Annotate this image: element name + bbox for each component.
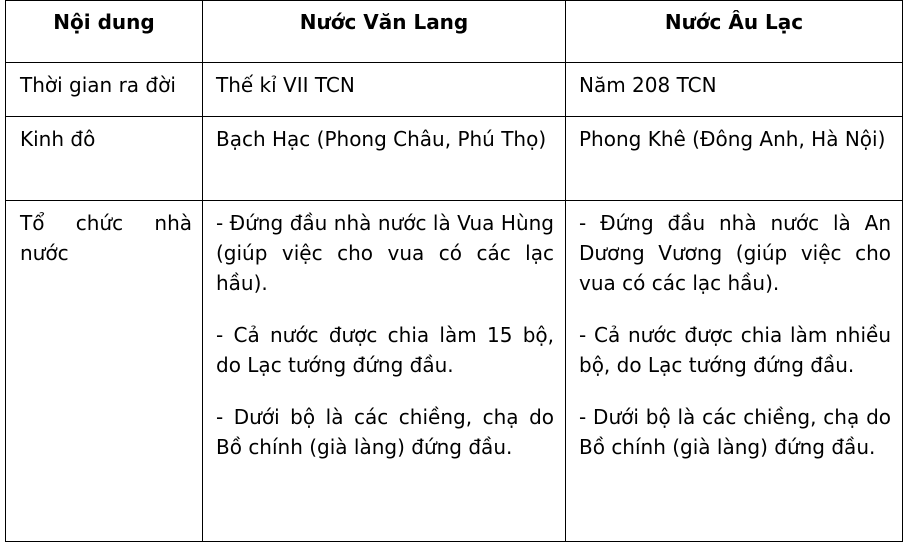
- list-item: - Đứng đầu nhà nước là An Dương Vương (giúp việc cho vua có các lạc hầu).: [579, 211, 891, 295]
- au-lac-capital: Phong Khê (Đông Anh, Hà Nội): [579, 127, 886, 151]
- row-label: Thời gian ra đời: [20, 73, 176, 97]
- van-lang-cell: [203, 201, 566, 542]
- list-item: - Dưới bộ là các chiềng, chạ do Bồ chính (già làng) đứng đầu.: [216, 405, 554, 459]
- header-au-lac-label: Nước Âu Lạc: [664, 10, 804, 34]
- van-lang-organization: [203, 201, 565, 462]
- list-item: - Cả nước được chia làm 15 bộ, do Lạc tướng đứng đầu.: [216, 323, 554, 377]
- list-item: - Cả nước được chia làm nhiều bộ, do Lạc tướng đứng đầu.: [579, 323, 891, 377]
- table-row-state-organization: [6, 201, 903, 542]
- row-label-cell: [6, 117, 203, 201]
- comparison-table: [5, 0, 903, 542]
- table-header-row: [6, 1, 903, 63]
- header-au-lac: [566, 1, 903, 63]
- au-lac-cell: [566, 63, 903, 117]
- header-van-lang: [203, 1, 566, 63]
- table-row-capital: [6, 117, 903, 201]
- au-lac-founding-time: Năm 208 TCN: [579, 73, 717, 97]
- list-item: - Đứng đầu nhà nước là Vua Hùng (giúp việc cho vua có các lạc hầu).: [216, 211, 554, 295]
- van-lang-capital: Bạch Hạc (Phong Châu, Phú Thọ): [216, 127, 547, 151]
- header-van-lang-label: Nước Văn Lang: [299, 10, 469, 34]
- van-lang-cell: [203, 117, 566, 201]
- header-content: [6, 1, 203, 63]
- van-lang-cell: [203, 63, 566, 117]
- au-lac-cell: [566, 201, 903, 542]
- row-label-cell: [6, 63, 203, 117]
- row-label-cell: [6, 201, 203, 542]
- row-label: Tổ chức nhà nước: [20, 211, 192, 265]
- header-content-label: Nội dung: [53, 10, 155, 34]
- au-lac-organization: [566, 201, 902, 462]
- van-lang-founding-time: Thế kỉ VII TCN: [216, 73, 355, 97]
- au-lac-cell: [566, 117, 903, 201]
- table-row-founding-time: [6, 63, 903, 117]
- list-item: - Dưới bộ là các chiềng, chạ do Bồ chính (già làng) đứng đầu.: [579, 405, 891, 459]
- row-label: Kinh đô: [20, 127, 96, 151]
